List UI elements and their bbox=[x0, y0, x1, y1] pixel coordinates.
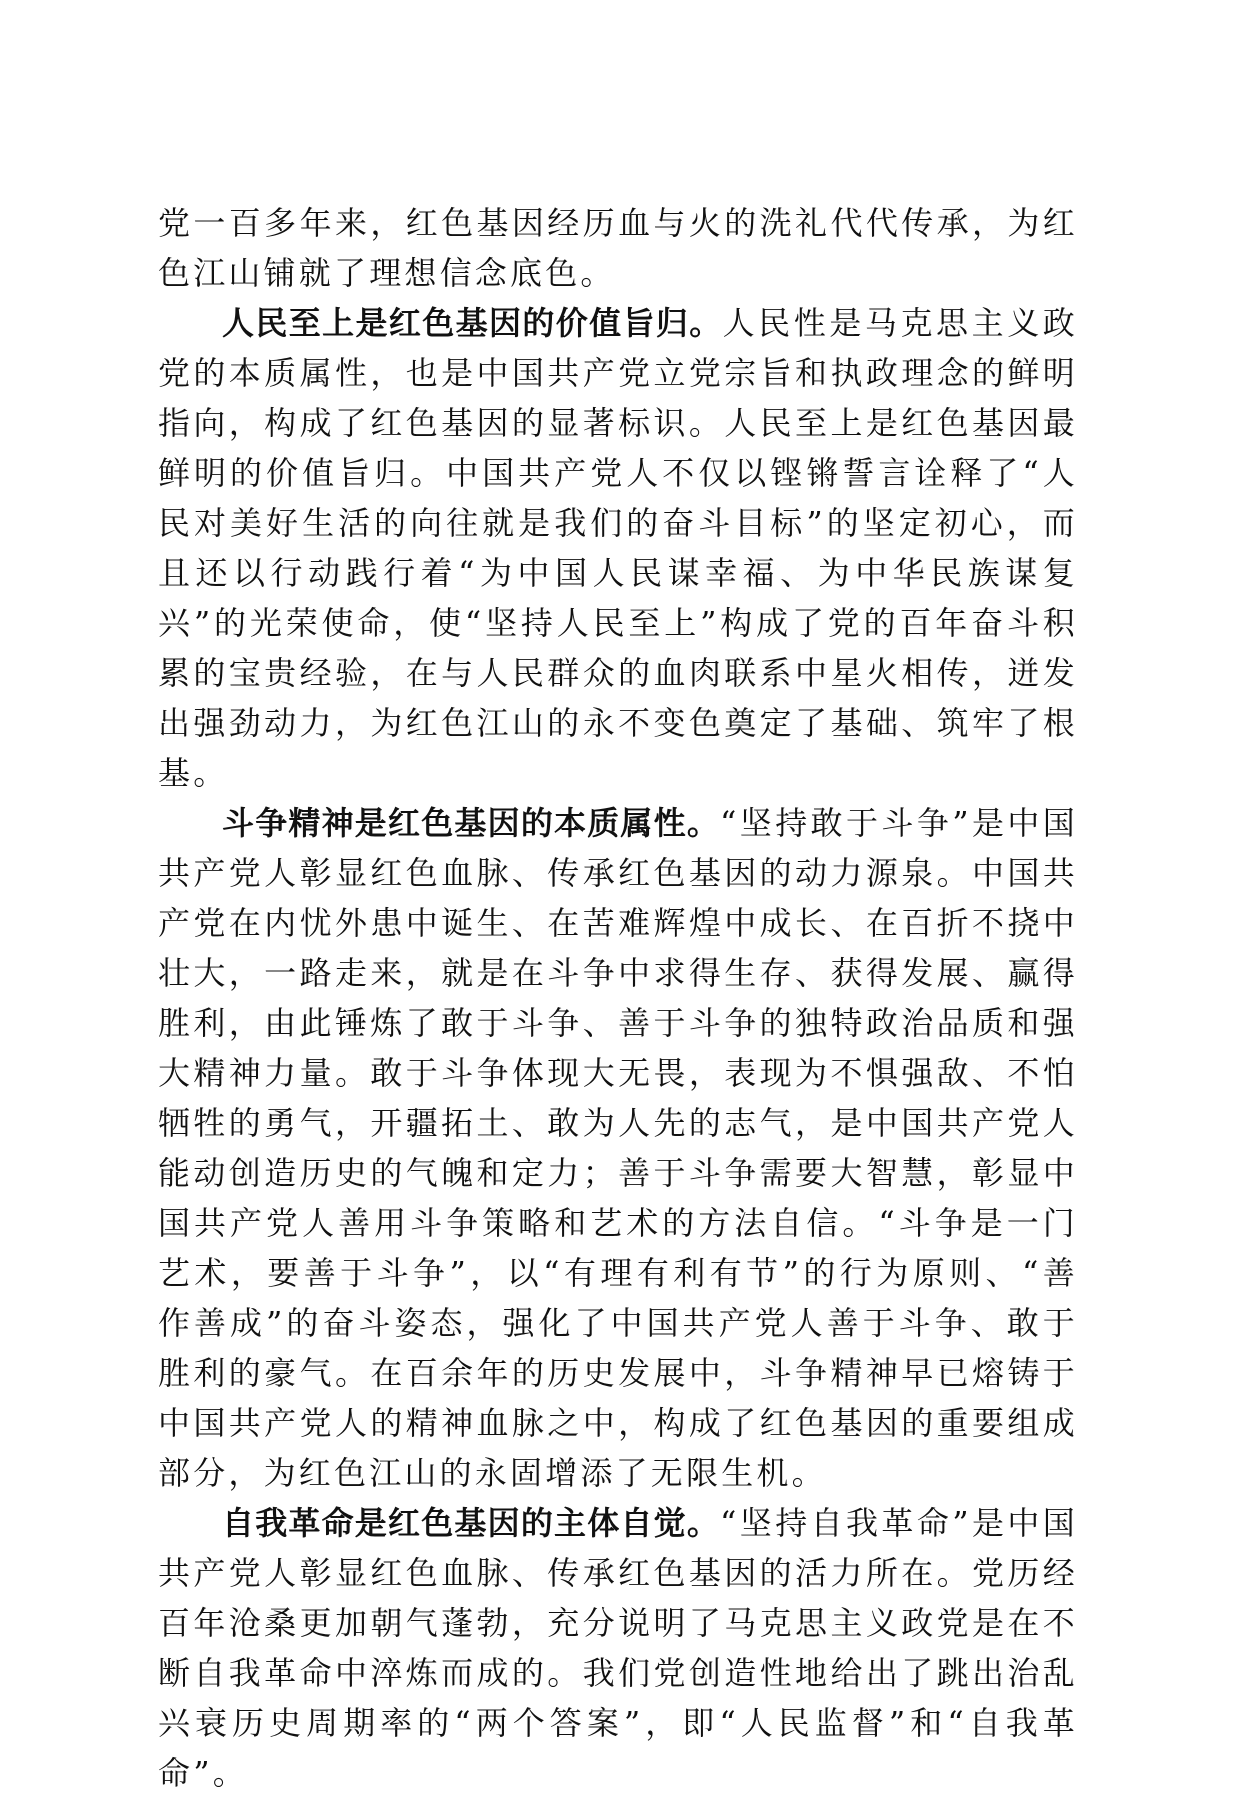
paragraph-text: “坚持自我革命”是中国共产党人彰显红色血脉、传承红色基因的活力所在。党历经百年沧桑更加朝气蓬勃，充分说明了马克思主义政党是在不断自我革命中淬炼而成的。我们党创造性地给出了跳出治乱兴衰历史周期率的“两个答案”，即“人民监督”和“自我革命”。 bbox=[158, 1504, 1078, 1792]
paragraph-heading: 自我革命是红色基因的主体自觉。 bbox=[222, 1504, 721, 1542]
document-body bbox=[158, 198, 1078, 1798]
paragraph-self-revolution bbox=[158, 1498, 1078, 1798]
paragraph-people-supreme bbox=[158, 298, 1078, 798]
paragraph-heading: 人民至上是红色基因的价值旨归。 bbox=[222, 304, 723, 342]
paragraph-text: “坚持敢于斗争”是中国共产党人彰显红色血脉、传承红色基因的动力源泉。中国共产党在内忧外患中诞生、在苦难辉煌中成长、在百折不挠中壮大，一路走来，就是在斗争中求得生存、获得发展、赢得胜利，由此锤炼了敢于斗争、善于斗争的独特政治品质和强大精神力量。敢于斗争体现大无畏，表现为不惧强敌、不怕牺牲的勇气，开疆拓土、敢为人先的志气，是中国共产党人能动创造历史的气魄和定力；善于斗争需要大智慧，彰显中国共产党人善用斗争策略和艺术的方法自信。“斗争是一门艺术，要善于斗争”，以“有理有利有节”的行为原则、“善作善成”的奋斗姿态，强化了中国共产党人善于斗争、敢于胜利的豪气。在百余年的历史发展中，斗争精神早已熔铸于中国共产党人的精神血脉之中，构成了红色基因的重要组成部分，为红色江山的永固增添了无限生机。 bbox=[158, 804, 1078, 1492]
paragraph-text: 党一百多年来，红色基因经历血与火的洗礼代代传承，为红色江山铺就了理想信念底色。 bbox=[158, 204, 1078, 292]
paragraph-heading: 斗争精神是红色基因的本质属性。 bbox=[222, 804, 721, 842]
paragraph-struggle-spirit bbox=[158, 798, 1078, 1498]
paragraph-continuation bbox=[158, 198, 1078, 298]
paragraph-text: 人民性是马克思主义政党的本质属性，也是中国共产党立党宗旨和执政理念的鲜明指向，构成了红色基因的显著标识。人民至上是红色基因最鲜明的价值旨归。中国共产党人不仅以铿锵誓言诠释了“人民对美好生活的向往就是我们的奋斗目标”的坚定初心，而且还以行动践行着“为中国人民谋幸福、为中华民族谋复兴”的光荣使命，使“坚持人民至上”构成了党的百年奋斗积累的宝贵经验，在与人民群众的血肉联系中星火相传，迸发出强劲动力，为红色江山的永不变色奠定了基础、筑牢了根基。 bbox=[158, 304, 1078, 792]
